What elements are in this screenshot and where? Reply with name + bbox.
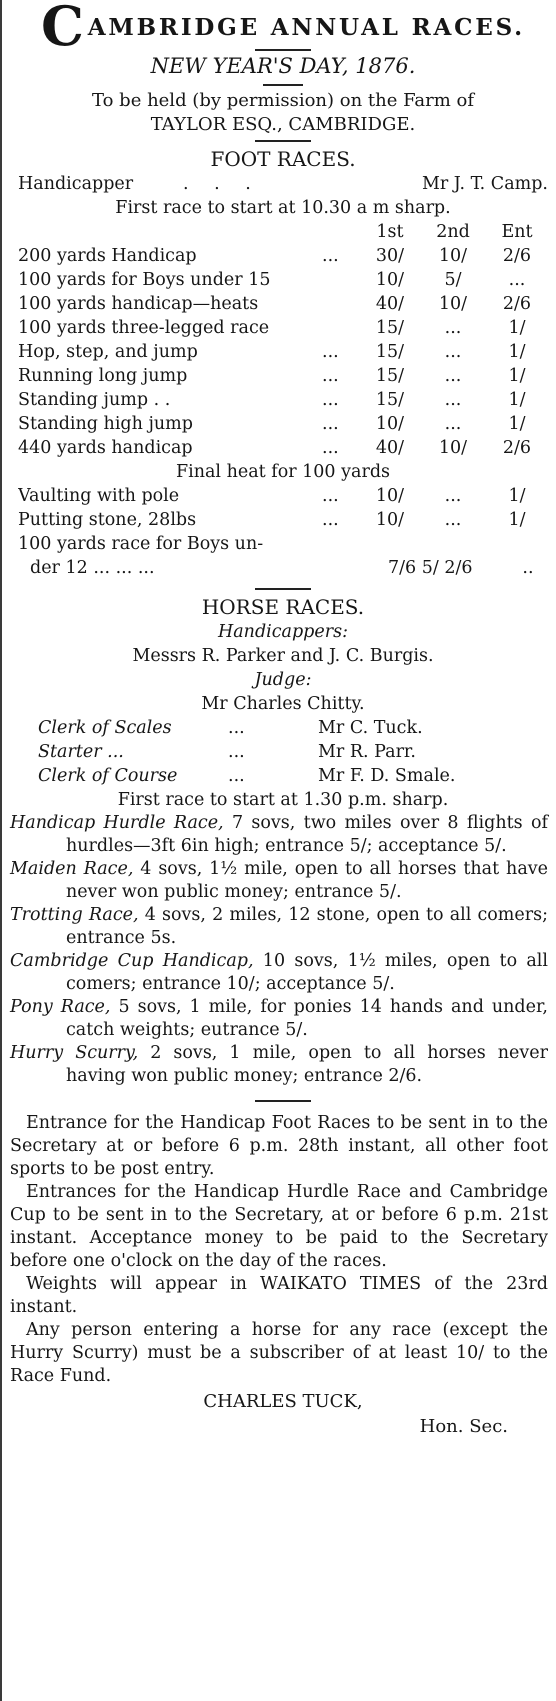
horse-race-entry xyxy=(10,812,548,858)
judge-name: Mr Charles Chitty. xyxy=(201,694,365,714)
horse-race-details: 4 sovs, 1½ mile, open to all horses that have never won public money; entrance 5/. xyxy=(66,859,548,902)
official-name: Mr F. D. Smale. xyxy=(318,766,456,786)
event-name: 100 yards for Boys under 15 xyxy=(18,270,271,290)
masthead-dropcap: C xyxy=(41,0,87,58)
handicapper-name: Mr J. T. Camp. xyxy=(421,174,548,194)
horse-race-name: Pony Race, xyxy=(10,997,111,1017)
entrance-fee: 1/ xyxy=(508,414,526,434)
final-heat-line: Final heat for 100 yards xyxy=(175,462,391,482)
official-dots: ... xyxy=(228,766,245,786)
masthead-rest: AMBRIDGE ANNUAL RACES. xyxy=(87,14,525,41)
prize-first: 15/ xyxy=(375,342,405,362)
boys-race-row-2 xyxy=(18,556,548,580)
foot-events-list-2 xyxy=(18,484,548,532)
prize-first: 10/ xyxy=(375,486,405,506)
event-row xyxy=(18,484,548,508)
event-row xyxy=(18,292,548,316)
event-name: Vaulting with pole xyxy=(18,486,180,506)
prize-second: ... xyxy=(444,390,462,410)
event-name: 440 yards handicap xyxy=(18,438,193,458)
horse-race-name: Handicap Hurdle Race, xyxy=(10,813,224,833)
entrance-fee: 2/6 xyxy=(502,438,532,458)
prize-second: ... xyxy=(444,510,462,530)
horse-race-entry xyxy=(10,904,548,950)
handicappers-names: Messrs R. Parker and J. C. Burgis. xyxy=(132,646,434,666)
header-first: 1st xyxy=(376,222,404,242)
judge-label: Judge: xyxy=(254,670,312,690)
event-name: Standing jump . . xyxy=(18,390,171,410)
event-dots: ... xyxy=(322,510,339,530)
horse-race-details: 2 sovs, 1 mile, open to all horses never having won public money; entrance 2/6. xyxy=(66,1043,548,1086)
handicapper-label: Handicapper xyxy=(18,174,134,194)
event-dots: ... xyxy=(322,414,339,434)
event-dots: ... xyxy=(322,486,339,506)
event-dots xyxy=(322,292,360,316)
prize-header-row xyxy=(18,220,548,244)
prize-second: ... xyxy=(444,342,462,362)
horse-race-name: Trotting Race, xyxy=(10,905,139,925)
prize-first: 10/ xyxy=(375,414,405,434)
event-dots xyxy=(322,316,360,340)
boys-race-end: .. xyxy=(522,558,534,578)
official-dots: ... xyxy=(228,742,245,762)
event-dots: ... xyxy=(322,438,339,458)
event-row xyxy=(18,340,548,364)
prize-second: 10/ xyxy=(438,438,468,458)
official-row xyxy=(18,740,548,764)
divider xyxy=(255,1100,311,1102)
horse-races-title: HORSE RACES. xyxy=(201,595,365,619)
event-row xyxy=(18,508,548,532)
event-name: Putting stone, 28lbs xyxy=(18,510,197,530)
entrance-fee: 2/6 xyxy=(502,294,532,314)
venue-line-1: To be held (by permission) on the Farm of xyxy=(92,90,474,111)
prize-second: 10/ xyxy=(438,246,468,266)
event-dots: ... xyxy=(322,366,339,386)
masthead-title xyxy=(18,0,548,58)
boys-race-name-cont: der 12 ... ... ... xyxy=(30,558,155,578)
entrance-fee: 1/ xyxy=(508,318,526,338)
prize-first: 15/ xyxy=(375,318,405,338)
horse-race-details: 5 sovs, 1 mile, for ponies 14 hands and under, catch weights; eutrance 5/. xyxy=(66,997,548,1040)
official-dots: ... xyxy=(228,718,245,738)
horse-race-entry xyxy=(10,858,548,904)
divider xyxy=(263,84,303,86)
official-role: Clerk of Course xyxy=(38,766,178,786)
prize-second: ... xyxy=(444,486,462,506)
prize-second: 5/ xyxy=(444,270,462,290)
official-name: Mr C. Tuck. xyxy=(318,718,423,738)
prize-second: 10/ xyxy=(438,294,468,314)
horse-race-details: 7 sovs, two miles over 8 flights of hurdles—3ft 6in high; entrance 5/; acceptance 5/. xyxy=(66,813,548,856)
event-row xyxy=(18,364,548,388)
event-dots: ... xyxy=(322,246,339,266)
divider xyxy=(255,49,311,51)
venue-line-2: TAYLOR ESQ., CAMBRIDGE. xyxy=(150,114,416,135)
boys-race-name: 100 yards race for Boys un- xyxy=(18,534,264,554)
event-name: Standing high jump xyxy=(18,414,193,434)
prize-first: 10/ xyxy=(375,510,405,530)
prize-first: 40/ xyxy=(375,438,405,458)
divider xyxy=(255,140,311,142)
horse-race-entry xyxy=(10,1042,548,1088)
horse-race-name: Hurry Scurry, xyxy=(10,1043,139,1063)
foot-start-line: First race to start at 10.30 a m sharp. xyxy=(115,198,451,218)
officials-list xyxy=(18,716,548,788)
horse-start-line: First race to start at 1.30 p.m. sharp. xyxy=(117,790,449,810)
signature-title: Hon. Sec. xyxy=(419,1416,508,1437)
horse-race-details: 4 sovs, 2 miles, 12 stone, open to all comers; entrance 5s. xyxy=(66,905,548,948)
horse-race-name: Cambridge Cup Handicap, xyxy=(10,951,254,971)
notice-paragraph: Any person entering a horse for any race (except the Hurry Scurry) must be a subscriber of at least 10/ to the Race Fund. xyxy=(10,1320,548,1386)
foot-events-list xyxy=(18,244,548,460)
handicappers-label: Handicappers: xyxy=(217,622,348,642)
event-name: 100 yards handicap—heats xyxy=(18,294,259,314)
prize-first: 30/ xyxy=(375,246,405,266)
official-name: Mr R. Parr. xyxy=(318,742,416,762)
entrance-fee: 1/ xyxy=(508,342,526,362)
foot-races-title: FOOT RACES. xyxy=(210,147,356,171)
prize-first: 15/ xyxy=(375,390,405,410)
prize-second: ... xyxy=(444,318,462,338)
official-role: Starter ... xyxy=(38,742,124,762)
event-dots xyxy=(322,268,360,292)
event-name: 100 yards three-legged race xyxy=(18,318,270,338)
event-row xyxy=(18,244,548,268)
horse-race-entry xyxy=(10,950,548,996)
notice-paragraph: Entrances for the Handicap Hurdle Race and Cambridge Cup to be sent in to the Secretary, at or before 6 p.m. 21st instant. Acceptance money to be paid to the Secretary before one o'clock on the day of the races. xyxy=(10,1182,548,1271)
entrance-fee: 1/ xyxy=(508,510,526,530)
entrance-fee: 1/ xyxy=(508,486,526,506)
handicapper-row xyxy=(18,172,548,196)
event-row xyxy=(18,388,548,412)
date-line: NEW YEAR'S DAY, 1876. xyxy=(150,54,416,78)
boys-race-row-1 xyxy=(18,532,548,556)
header-entrance: Ent xyxy=(501,222,533,242)
entrance-fee: ... xyxy=(508,270,526,290)
prize-first: 40/ xyxy=(375,294,405,314)
horse-race-entry xyxy=(10,996,548,1042)
horse-race-list xyxy=(10,812,549,1088)
prize-first: 10/ xyxy=(375,270,405,290)
official-row xyxy=(18,716,548,740)
entrance-fee: 2/6 xyxy=(502,246,532,266)
notices xyxy=(10,1112,548,1388)
entrance-fee: 1/ xyxy=(508,390,526,410)
prize-second: ... xyxy=(444,366,462,386)
divider xyxy=(255,588,311,590)
event-dots: ... xyxy=(322,390,339,410)
event-row xyxy=(18,412,548,436)
event-name: 200 yards Handicap xyxy=(18,246,197,266)
horse-race-name: Maiden Race, xyxy=(10,859,134,879)
official-row xyxy=(18,764,548,788)
header-second: 2nd xyxy=(436,222,470,242)
event-row xyxy=(18,436,548,460)
event-name: Running long jump xyxy=(18,366,188,386)
event-row xyxy=(18,268,548,292)
official-role: Clerk of Scales xyxy=(38,718,172,738)
notice-paragraph: Weights will appear in WAIKATO TIMES of the 23rd instant. xyxy=(10,1274,548,1317)
prize-second: ... xyxy=(444,414,462,434)
event-row xyxy=(18,316,548,340)
boys-race-values: 7/6 5/ 2/6 xyxy=(388,558,473,578)
prize-first: 15/ xyxy=(375,366,405,386)
entrance-fee: 1/ xyxy=(508,366,526,386)
handicapper-dots: . . . xyxy=(183,174,261,194)
event-name: Hop, step, and jump xyxy=(18,342,198,362)
horse-race-details: 10 sovs, 1½ miles, open to all comers; entrance 10/; acceptance 5/. xyxy=(66,951,549,994)
event-dots: ... xyxy=(322,342,339,362)
signature-name: CHARLES TUCK, xyxy=(203,1391,363,1412)
notice-paragraph: Entrance for the Handicap Foot Races to be sent in to the Secretary at or before 6 p.m. 28th instant, all other foot sports to be post entry. xyxy=(10,1113,548,1179)
